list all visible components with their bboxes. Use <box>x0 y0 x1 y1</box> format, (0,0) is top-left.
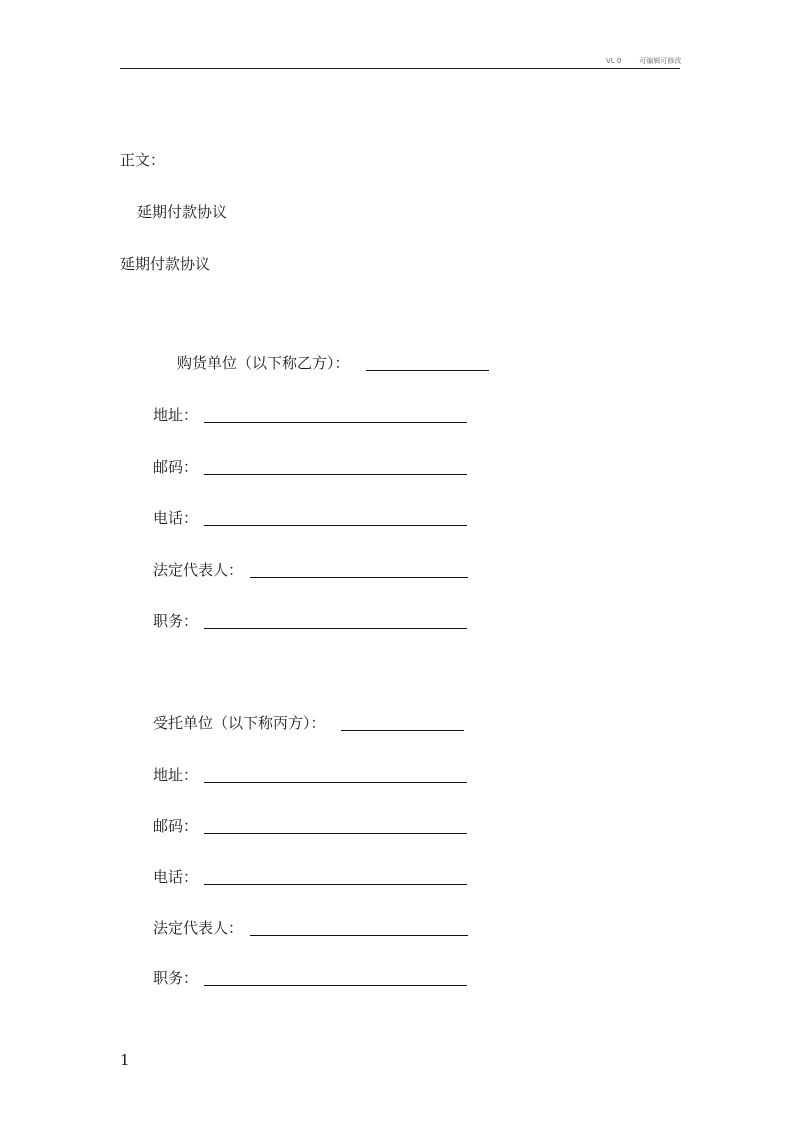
entrusted-legal-rep-blank[interactable] <box>250 935 468 936</box>
document-title: 延期付款协议 <box>120 255 211 273</box>
buyer-legal-rep-label: 法定代表人： <box>153 561 244 579</box>
entrusted-name-blank[interactable] <box>341 730 464 731</box>
buyer-heading: 购货单位（以下称乙方）： <box>177 354 350 372</box>
entrusted-address-blank[interactable] <box>204 782 467 783</box>
buyer-phone-row <box>153 508 467 528</box>
entrusted-position-row <box>153 968 467 988</box>
entrusted-position-label: 职务： <box>153 969 199 987</box>
header-version: VL 0 <box>606 57 622 65</box>
buyer-address-row <box>153 405 467 425</box>
entrusted-legal-rep-row <box>153 918 468 938</box>
entrusted-phone-row <box>153 867 467 887</box>
entrusted-heading-row <box>153 713 464 733</box>
page-number: 1 <box>120 1051 130 1069</box>
entrusted-postcode-row <box>153 816 467 836</box>
buyer-legal-rep-blank[interactable] <box>250 577 468 578</box>
header-editable-note: 可编辑可修改 <box>639 57 682 65</box>
entrusted-address-label: 地址： <box>153 766 199 784</box>
header-meta <box>606 56 681 66</box>
buyer-phone-label: 电话： <box>153 509 199 527</box>
buyer-address-label: 地址： <box>153 406 199 424</box>
buyer-phone-blank[interactable] <box>204 525 467 526</box>
entrusted-postcode-blank[interactable] <box>204 833 467 834</box>
entrusted-phone-label: 电话： <box>153 868 199 886</box>
body-label: 正文： <box>120 151 166 169</box>
entrusted-legal-rep-label: 法定代表人： <box>153 919 244 937</box>
buyer-position-label: 职务： <box>153 612 199 630</box>
buyer-postcode-row <box>153 457 467 477</box>
document-title-indented: 延期付款协议 <box>137 203 228 221</box>
buyer-address-blank[interactable] <box>204 422 467 423</box>
entrusted-postcode-label: 邮码： <box>153 817 199 835</box>
buyer-postcode-blank[interactable] <box>204 474 467 475</box>
header-divider <box>120 68 680 69</box>
buyer-name-blank[interactable] <box>366 370 489 371</box>
entrusted-phone-blank[interactable] <box>204 884 467 885</box>
buyer-position-row <box>153 611 467 631</box>
buyer-position-blank[interactable] <box>204 628 467 629</box>
buyer-heading-row <box>177 353 489 373</box>
entrusted-heading: 受托单位（以下称丙方）： <box>153 714 326 732</box>
buyer-legal-rep-row <box>153 560 468 580</box>
entrusted-position-blank[interactable] <box>204 985 467 986</box>
buyer-postcode-label: 邮码： <box>153 458 199 476</box>
entrusted-address-row <box>153 765 467 785</box>
